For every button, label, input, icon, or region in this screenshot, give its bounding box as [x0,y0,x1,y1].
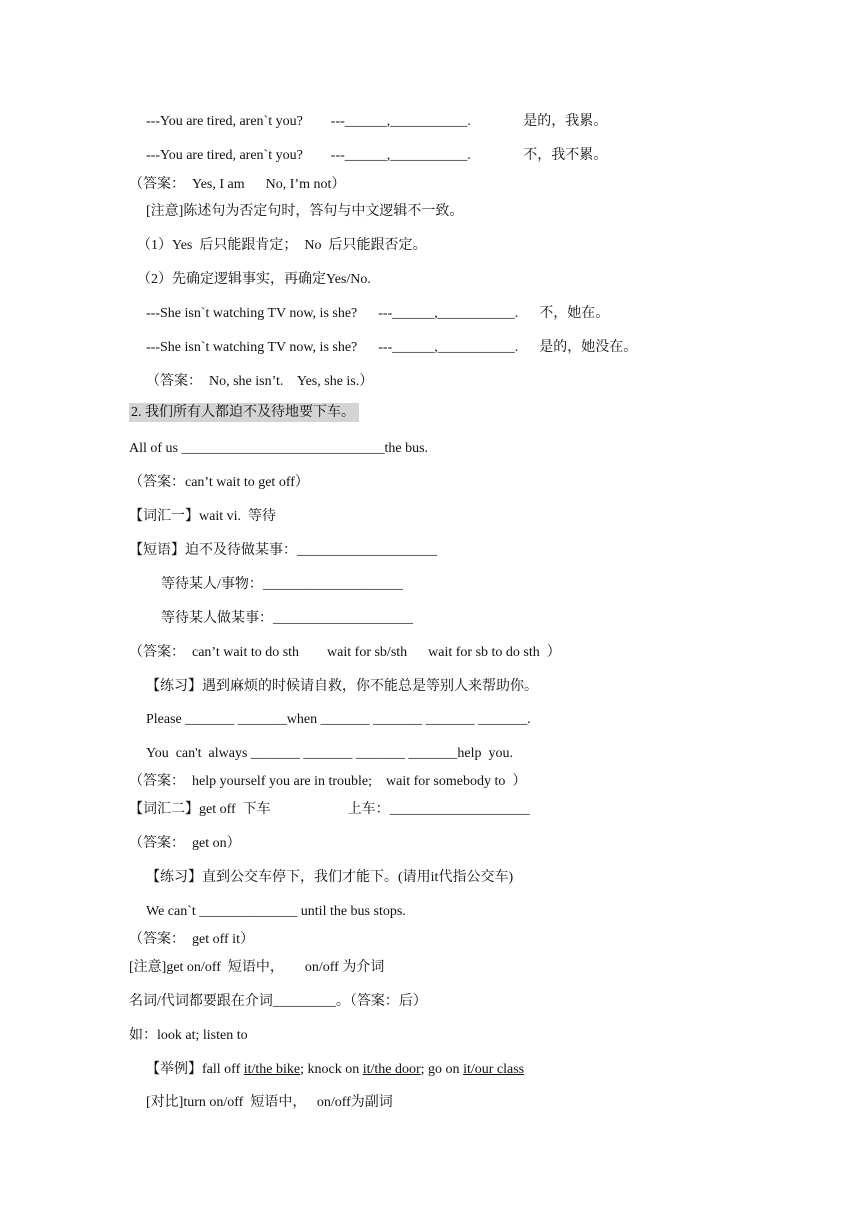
text-line: ---You are tired, aren`t you? ---______,___________. 不，我不累。 [146,148,608,163]
answer-line: （答案： help yourself you are in trouble; wait for somebody to ） [129,774,527,789]
text-line: You can't always _______ _______ _______ _______help you. [146,746,514,761]
text-line: Please _______ _______when _______ _______ _______ _______. [146,712,531,727]
phrase-line: 等待某人做某事：____________________ [161,611,413,626]
vocab-line: 【词汇一】wait vi. 等待 [129,509,276,524]
note-line: [注意]get on/off 短语中， on/off 为介词 [129,960,385,975]
answer-line: （答案：can’t wait to get off） [129,475,309,490]
text-line: We can`t ______________ until the bus stops. [146,904,406,919]
text-line: 名词/代词都要跟在介词_________。（答案：后） [129,994,427,1009]
example-separator: ; go on [420,1062,464,1077]
phrase-line: 等待某人/事物：____________________ [161,577,403,592]
exercise-line: 【练习】直到公交车停下，我们才能下。(请用it代指公交车) [146,870,514,885]
note-line: [注意]陈述句为否定句时，答句与中文逻辑不一致。 [146,204,464,219]
text-line: ---You are tired, aren`t you? ---______,___________. 是的，我累。 [146,114,608,129]
section-heading [129,404,359,422]
example-separator: ; knock on [300,1062,363,1077]
example-line [146,1061,524,1079]
answer-line: （答案： can’t wait to do sth wait for sb/sth wait for sb to do sth ） [129,645,561,660]
answer-line: （答案： get off it） [129,932,254,947]
example-prefix: 【举例】fall off [146,1062,244,1077]
text-line: ---She isn`t watching TV now, is she? ---______,___________. 是的，她没在。 [146,340,638,355]
rule-line: （1）Yes 后只能跟肯定； No 后只能跟否定。 [137,238,427,253]
vocab-line: 【词汇二】get off 下车 上车：____________________ [129,802,530,817]
text-line: 如：look at; listen to [129,1028,248,1043]
text-line: All of us _____________________________the bus. [129,441,429,456]
example-object: it/our class [463,1062,525,1077]
answer-line: （答案： No, she isn’t. Yes, she is.） [146,374,374,389]
text-line: ---She isn`t watching TV now, is she? ---______,___________. 不，她在。 [146,306,610,321]
highlighted-heading: 2. 我们所有人都迫不及待地要下车。 [129,403,359,422]
rule-line: （2）先确定逻辑事实，再确定Yes/No. [137,272,371,287]
contrast-line: [对比]turn on/off 短语中， on/off为副词 [146,1095,393,1110]
answer-line: （答案： Yes, I am No, I’m not） [129,177,346,192]
example-object: it/the bike [243,1062,301,1077]
example-object: it/the door [362,1062,421,1077]
exercise-line: 【练习】遇到麻烦的时候请自救，你不能总是等别人来帮助你。 [146,679,538,694]
answer-line: （答案： get on） [129,836,241,851]
phrase-line: 【短语】迫不及待做某事：____________________ [129,543,437,558]
